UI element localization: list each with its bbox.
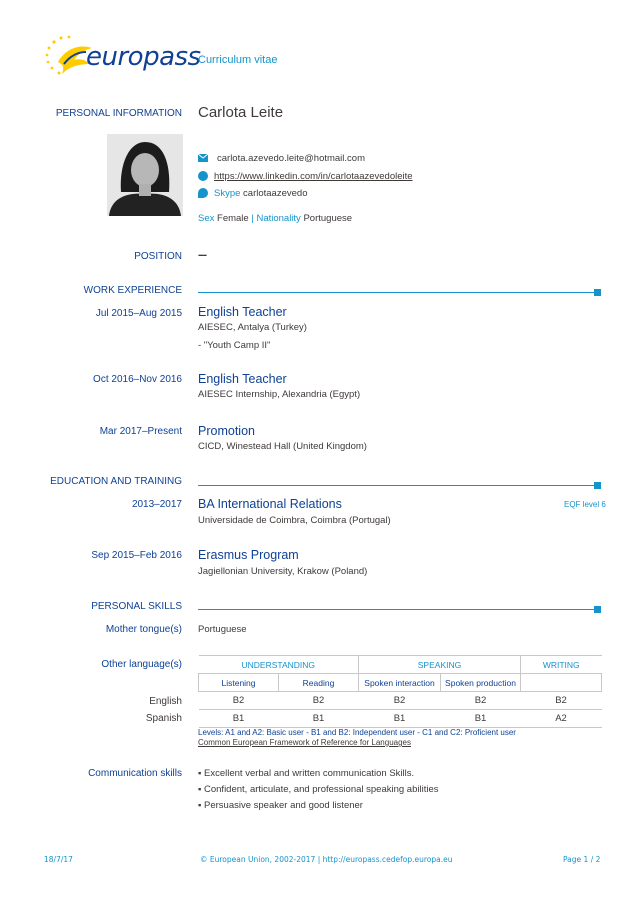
section-divider: [198, 609, 594, 610]
english-writing: B2: [521, 692, 602, 710]
linkedin-link[interactable]: https://www.linkedin.com/in/carlotaazevedoleite: [214, 171, 413, 182]
header-writing: WRITING: [521, 656, 602, 674]
language-name: English: [149, 696, 182, 707]
mother-tongue-label: Mother tongue(s): [105, 624, 182, 635]
footer-copyright[interactable]: © European Union, 2002-2017 | http://europass.cedefop.europa.eu: [200, 855, 453, 864]
skype-row: [214, 188, 307, 199]
work-org: AIESEC, Antalya (Turkey): [198, 322, 307, 333]
section-square: [594, 289, 601, 296]
list-item: ▪ Persuasive speaker and good listener: [198, 800, 363, 811]
nationality-label: Nationality: [256, 213, 301, 224]
education-title: BA International Relations: [198, 497, 342, 511]
english-interaction: B2: [359, 692, 441, 710]
section-divider: [198, 485, 594, 486]
sex-nationality-row: [198, 213, 352, 224]
section-label-position: POSITION: [134, 251, 182, 262]
header-understanding: UNDERSTANDING: [199, 656, 359, 674]
position-value: ---: [198, 249, 206, 261]
language-table-subheader: [199, 674, 602, 692]
communication-skills-label: Communication skills: [88, 768, 182, 779]
spanish-listening: B1: [199, 710, 279, 728]
levels-note: Levels: A1 and A2: Basic user - B1 and B2: Independent user - C1 and C2: Proficient user: [198, 728, 516, 737]
email-address[interactable]: carlota.azevedo.leite@hotmail.com: [217, 153, 365, 164]
subheader-reading: Reading: [279, 674, 359, 692]
language-table-header: [199, 656, 602, 674]
profile-photo: [107, 134, 183, 216]
mother-tongue-value: Portuguese: [198, 624, 247, 635]
work-org: AIESEC Internship, Alexandria (Egypt): [198, 389, 361, 400]
subheader-interaction: Spoken interaction: [359, 674, 441, 692]
work-title: English Teacher: [198, 305, 287, 319]
section-square: [594, 606, 601, 613]
education-dates: Sep 2015–Feb 2016: [91, 550, 182, 561]
spanish-production: B1: [441, 710, 521, 728]
section-square: [594, 482, 601, 489]
subheader-production: Spoken production: [441, 674, 521, 692]
other-languages-label: Other language(s): [101, 659, 182, 670]
spanish-writing: A2: [521, 710, 602, 728]
section-label-personal-information: PERSONAL INFORMATION: [55, 108, 182, 119]
spanish-reading: B1: [279, 710, 359, 728]
education-dates: 2013–2017: [131, 499, 182, 510]
work-dates: Mar 2017–Present: [99, 426, 182, 437]
document-title: Curriculum vitae: [198, 54, 278, 66]
section-label-personal-skills: PERSONAL SKILLS: [91, 601, 182, 612]
work-detail: - "Youth Camp II": [198, 340, 271, 351]
language-table: [198, 655, 602, 728]
education-title: Erasmus Program: [198, 548, 299, 562]
footer-page-number: Page 1 / 2: [563, 855, 601, 864]
section-label-work-experience: WORK EXPERIENCE: [83, 285, 182, 296]
candidate-name: Carlota Leite: [198, 104, 284, 121]
subheader-writing: [521, 674, 602, 692]
work-dates: Jul 2015–Aug 2015: [95, 308, 182, 319]
header-speaking: SPEAKING: [359, 656, 521, 674]
list-item: ▪ Confident, articulate, and professional speaking abilities: [198, 784, 439, 795]
education-org: Universidade de Coimbra, Coimbra (Portugal): [198, 515, 391, 526]
eqf-level: EQF level 6: [564, 500, 606, 509]
work-title: Promotion: [198, 424, 255, 438]
separator: |: [251, 213, 254, 224]
sex-label: Sex: [198, 213, 215, 224]
spanish-interaction: B1: [359, 710, 441, 728]
skype-label: Skype: [214, 188, 241, 199]
english-production: B2: [441, 692, 521, 710]
subheader-listening: Listening: [199, 674, 279, 692]
section-divider: [198, 292, 594, 293]
europass-logo-text: europass: [86, 42, 201, 72]
nationality-value: Portuguese: [303, 213, 353, 224]
work-org: CICD, Winestead Hall (United Kingdom): [198, 441, 367, 452]
footer-date: 18/7/17: [44, 855, 73, 864]
europass-logo: [44, 34, 201, 82]
work-dates: Oct 2016–Nov 2016: [93, 374, 182, 385]
linkedin-icon: [198, 171, 208, 181]
skype-icon: [198, 188, 208, 198]
cefr-link[interactable]: Common European Framework of Reference for Languages: [198, 738, 411, 747]
email-icon: [198, 154, 208, 162]
table-row: [199, 710, 602, 728]
table-row: [199, 692, 602, 710]
section-label-education: EDUCATION AND TRAINING: [50, 476, 182, 487]
list-item: ▪ Excellent verbal and written communication Skills.: [198, 768, 415, 779]
english-listening: B2: [199, 692, 279, 710]
education-org: Jagiellonian University, Krakow (Poland): [198, 566, 368, 577]
sex-value: Female: [217, 213, 249, 224]
skype-id: carlotaazevedo: [243, 188, 308, 199]
english-reading: B2: [279, 692, 359, 710]
work-title: English Teacher: [198, 372, 287, 386]
language-name: Spanish: [145, 713, 182, 724]
